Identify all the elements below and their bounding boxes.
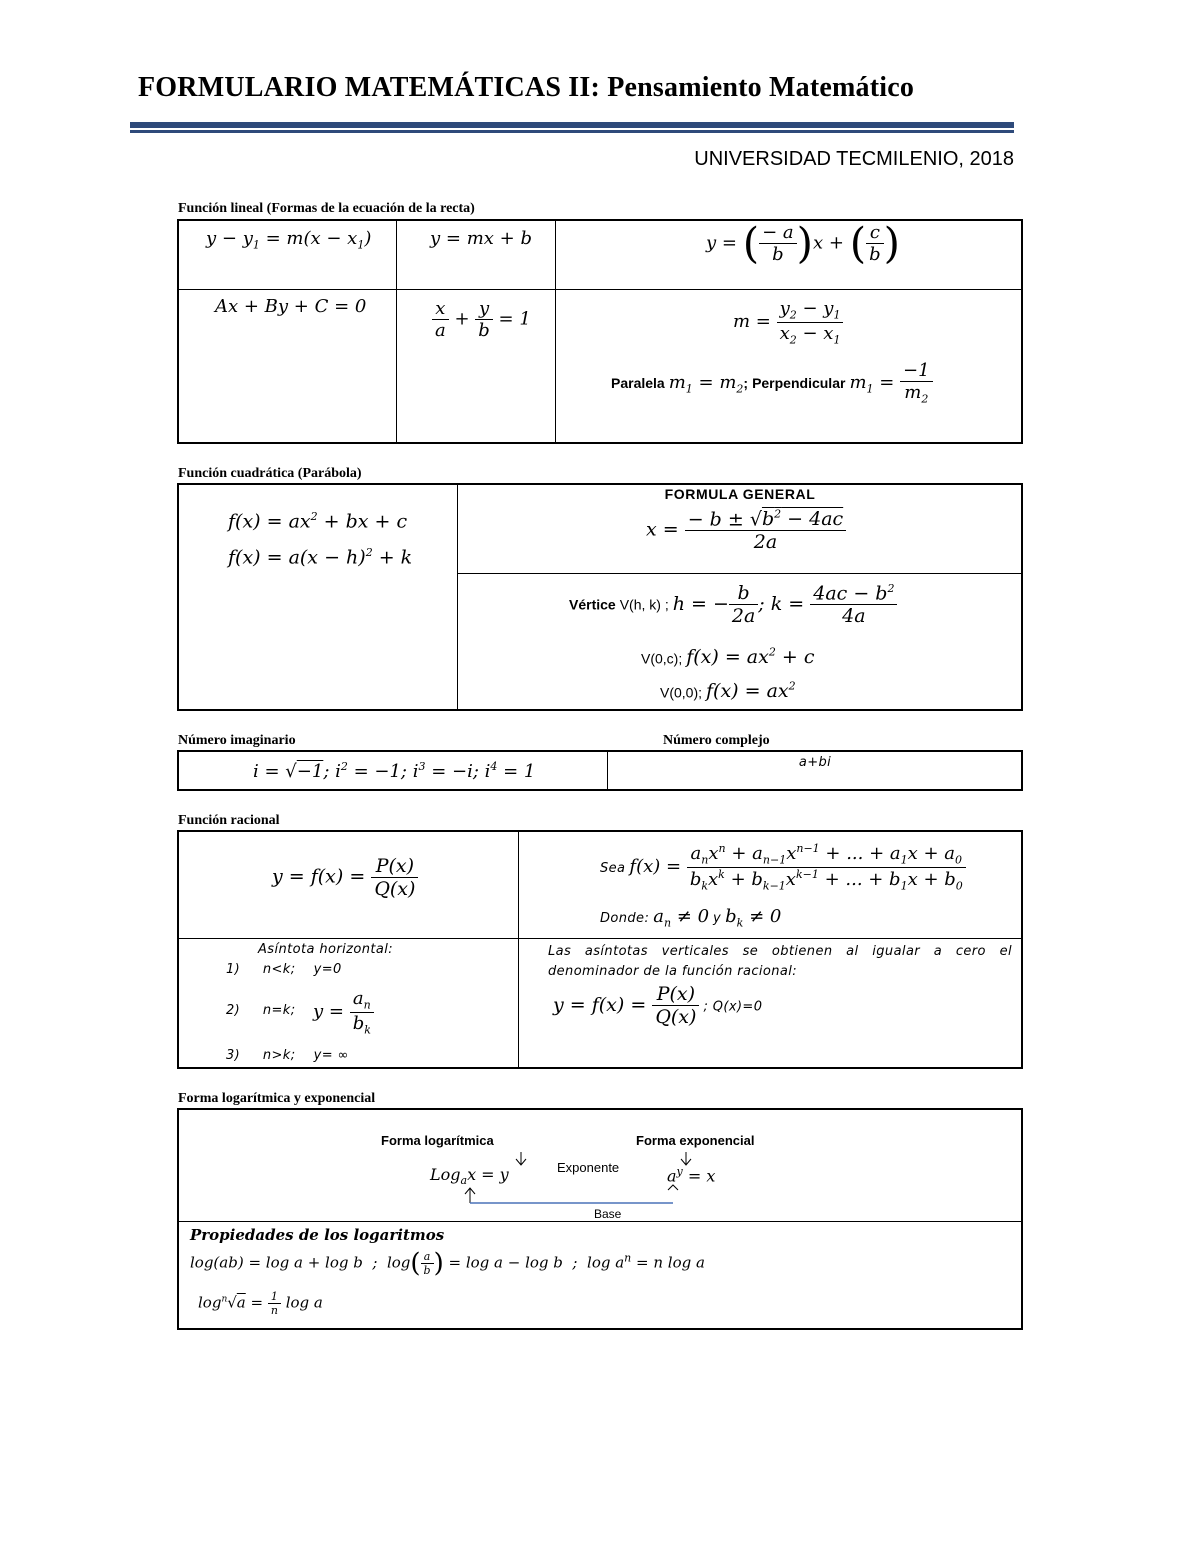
vertex-v0c: V(0,c); $f(x) = ax^2 + c$ bbox=[641, 646, 815, 669]
cuadratica-divider bbox=[457, 484, 458, 710]
v0c-label: V(0,c); bbox=[641, 650, 683, 667]
quadratic-standard: $f(x) = ax^2$ + bx + c bbox=[228, 510, 408, 533]
complex-number bbox=[608, 753, 1022, 771]
vertical-asymptote-formula: y = f(x) = $\frac{P(x)}{Q(x)}$ ; Q(x)=0 bbox=[553, 983, 763, 1028]
item-3-cond: n>k; bbox=[262, 1048, 296, 1063]
vertice-label: Vértice bbox=[569, 596, 616, 613]
cuadratica-heading: Función cuadrática (Parábola) bbox=[178, 466, 362, 481]
item-1-num: 1) bbox=[226, 962, 241, 977]
rational-function: y = f(x) = $\frac{P(x)}{Q(x)}$ bbox=[272, 855, 418, 900]
parallel-perpendicular: Paralela $m_1 = m_2$; Perpendicular $m_1$ = $\frac{-1}{m_2}$ bbox=[611, 360, 933, 406]
general-form-formula: Ax + By + C = 0 bbox=[215, 296, 367, 317]
vertice-hk: V(h, k) ; bbox=[619, 596, 669, 613]
exp-form-formula: $a^y = x$ bbox=[667, 1165, 716, 1186]
lineal-row-divider bbox=[178, 289, 1022, 290]
asintota-item-2 bbox=[226, 1003, 295, 1018]
log-exp-diagram bbox=[460, 1150, 700, 1210]
asintota-item-3 bbox=[226, 1048, 349, 1063]
exponente-label: Exponente bbox=[557, 1160, 620, 1175]
sea-label: Sea bbox=[600, 861, 626, 877]
cuadratica-row-divider bbox=[458, 573, 1022, 574]
symmetric-form-formula: $\frac{x}{a}$ + $\frac{y}{b}$ = 1 bbox=[432, 298, 531, 341]
racional-divider bbox=[518, 831, 519, 1068]
slope-intercept-formula: y = mx + b bbox=[430, 228, 532, 249]
point-slope-formula: $y - y_1 = m(x - x_1)$ bbox=[206, 228, 372, 252]
formula-general-label bbox=[458, 486, 1022, 504]
imaginary-unit-formula: i = √−1; $i^2 = -1$; $i^3 = -i$; $i^4 = 1$ bbox=[253, 760, 536, 782]
lineal-divider-1 bbox=[396, 220, 397, 443]
propiedades-label: Propiedades de los logaritmos bbox=[190, 1226, 445, 1244]
formula-general-text: FORMULA GENERAL bbox=[664, 486, 816, 502]
y-word: y bbox=[713, 911, 722, 926]
vertex-formula: Vértice V(h, k) ; h = − $\frac{b}{2a}$ ; k = $\frac{4ac - b^2}{4a}$ bbox=[569, 582, 897, 627]
item-3-num: 3) bbox=[226, 1048, 241, 1063]
paralela-label: Paralela bbox=[611, 374, 665, 391]
quadratic-formula: x = $\frac{- b \pm √b^2 - 4ac}{2a}$ bbox=[646, 508, 846, 553]
lineal-heading: Función lineal (Formas de la ecuación de la recta) bbox=[178, 201, 475, 216]
logaritmica-heading: Forma logarítmica y exponencial bbox=[178, 1091, 376, 1106]
forma-log-label: Forma logarítmica bbox=[381, 1133, 494, 1148]
vertex-v00: V(0,0); $f(x) = ax^2$ bbox=[660, 680, 796, 703]
complejo-heading: Número complejo bbox=[663, 733, 770, 748]
asintota-horizontal-label: Asíntota horizontal: bbox=[258, 942, 393, 957]
perpendicular-label: Perpendicular bbox=[752, 374, 846, 391]
complex-number-text: a+bi bbox=[798, 755, 832, 770]
log-properties-row2: $\log^n√a$ = $\frac{1}{n}$ log a bbox=[198, 1290, 323, 1317]
lineal-divider-2 bbox=[555, 220, 556, 443]
page-title: FORMULARIO MATEMÁTICAS II: Pensamiento Matemático bbox=[138, 72, 915, 103]
rational-condition: Donde: $a_n \ne 0$ y $b_k \ne 0$ bbox=[600, 906, 782, 930]
imaginario-heading: Número imaginario bbox=[178, 733, 296, 748]
rational-polynomial: Sea f(x) = $\frac{a_nx^n + a_{n-1}x^{n-1} + ... + a_1x + a_0}{b_kx^k + b_{k-1}x^{k-1} + ... + b_1x + b_0}$ bbox=[600, 842, 966, 892]
log-properties-row1: log(ab) = log a + log b ; log( $\frac{a}{b}$ ) = log a − log b ; $\log a^n = n$ log a bbox=[190, 1248, 705, 1279]
donde-label: Donde: bbox=[600, 911, 650, 926]
item-2-num: 2) bbox=[226, 1003, 241, 1018]
title-rule-thick bbox=[130, 122, 1014, 128]
forma-exp-label: Forma exponencial bbox=[636, 1133, 755, 1148]
logaritmica-row-divider bbox=[178, 1221, 1022, 1222]
asintota-item-1 bbox=[226, 962, 342, 977]
university-label: UNIVERSIDAD TECMILENIO, 2018 bbox=[694, 148, 1014, 170]
item-1-cond: n<k; bbox=[262, 962, 296, 977]
title-rule-thin bbox=[130, 130, 1014, 133]
verticales-text: Las asíntotas verticales se obtienen al igualar a cero el denominador de la función racional: bbox=[548, 944, 1012, 979]
base-label: Base bbox=[594, 1207, 622, 1221]
asintota-item-2-formula: y = $\frac{a_n}{b_k}$ bbox=[313, 988, 374, 1036]
general-slope-formula: y = ( $\frac{- a}{b}$ )x + ( $\frac{c}{b}$ ) bbox=[706, 218, 901, 268]
v00-label: V(0,0); bbox=[660, 684, 703, 701]
qx-zero: ; Q(x)=0 bbox=[703, 999, 763, 1015]
parallel-formula: $m_1 = m_2$ bbox=[668, 371, 744, 396]
slope-formula: m = $\frac{y_2 - y_1}{x_2 - x_1}$ bbox=[733, 298, 843, 346]
racional-heading: Función racional bbox=[178, 813, 280, 828]
quadratic-vertex-form: $f(x) = a(x - h)^2 + k$ bbox=[228, 546, 413, 569]
log-form-formula: Log$_a$x = y bbox=[430, 1165, 509, 1188]
racional-row-divider bbox=[178, 938, 1022, 939]
item-3-res: y= ∞ bbox=[313, 1048, 349, 1063]
item-1-res: y=0 bbox=[313, 962, 342, 977]
item-2-cond: n=k; bbox=[262, 1003, 296, 1018]
perpendicular-formula: $m_1$ = $\frac{-1}{m_2}$ bbox=[849, 372, 932, 393]
